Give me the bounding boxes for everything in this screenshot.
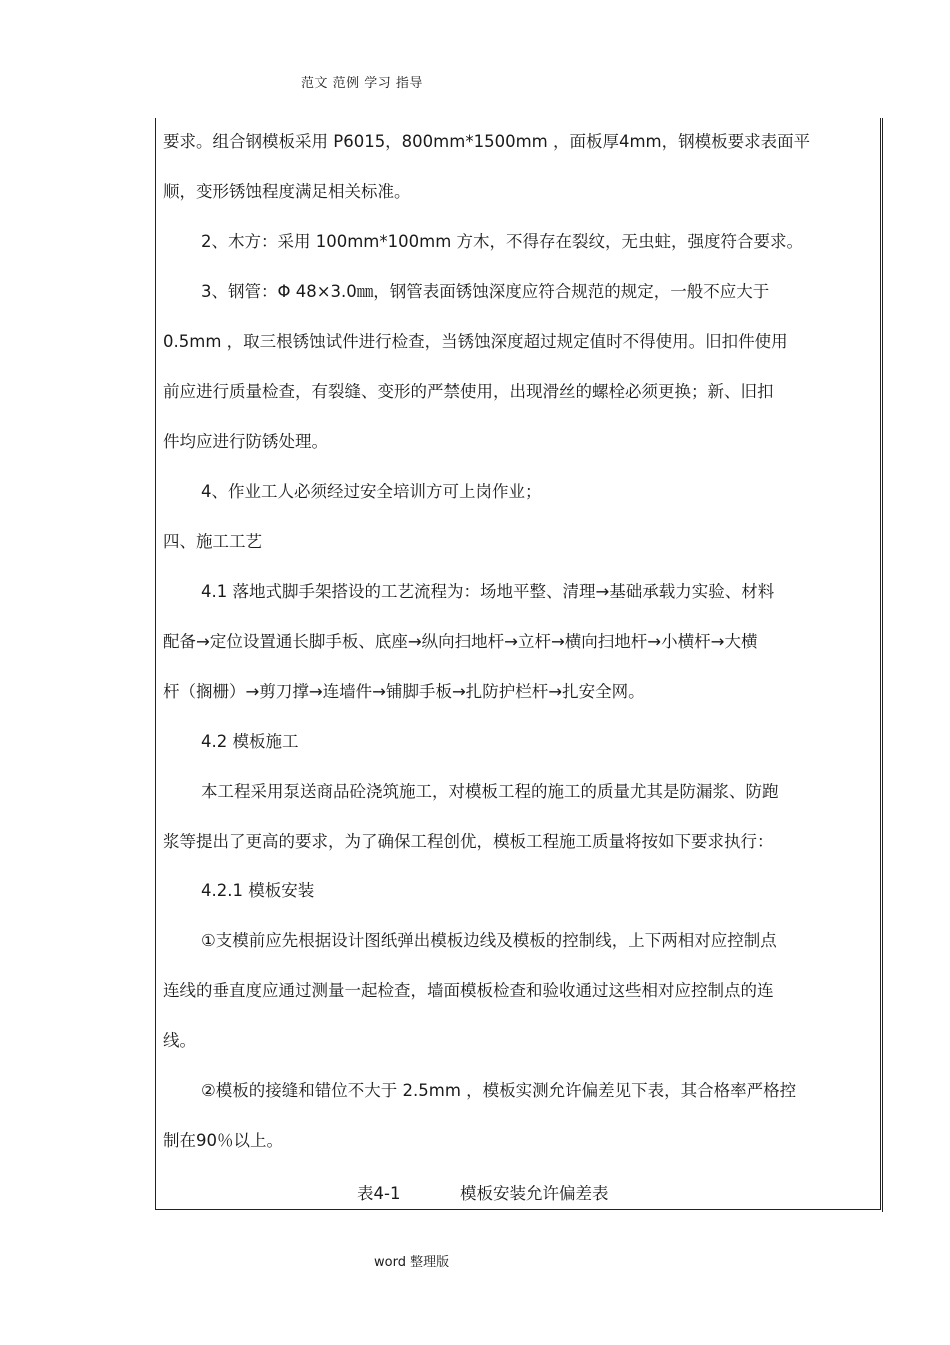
body-line: 件均应进行防锈处理。 <box>163 432 328 451</box>
body-line: 3、钢管：Φ 48×3.0㎜，钢管表面锈蚀深度应符合规范的规定，一般不应大于 <box>201 282 770 301</box>
body-line: 浆等提出了更高的要求，为了确保工程创优，模板工程施工质量将按如下要求执行： <box>163 832 774 851</box>
page-footer: word 整理版 <box>374 1255 450 1270</box>
body-line: 4、作业工人必须经过安全培训方可上岗作业； <box>201 482 542 501</box>
subsection-heading: 4.2 模板施工 <box>201 732 299 751</box>
body-line: 顺，变形锈蚀程度满足相关标准。 <box>163 182 411 201</box>
section-heading: 四、施工工艺 <box>163 532 262 551</box>
table-caption-number: 表4-1 <box>357 1184 401 1203</box>
body-line: 连线的垂直度应通过测量一起检查，墙面模板检查和验收通过这些相对应控制点的连 <box>163 981 774 1000</box>
body-line: 2、木方：采用 100mm*100mm 方木，不得存在裂纹，无虫蛀，强度符合要求。 <box>201 232 804 251</box>
body-line: 本工程采用泵送商品砼浇筑施工，对模板工程的施工的质量尤其是防漏浆、防跑 <box>201 782 779 801</box>
body-line: 要求。组合钢模板采用 P6015，800mm*1500mm ，面板厚4mm，钢模板要求表面平 <box>163 132 811 151</box>
body-line: 线。 <box>163 1031 196 1050</box>
body-line: 前应进行质量检查，有裂缝、变形的严禁使用，出现滑丝的螺栓必须更换；新、旧扣 <box>163 382 774 401</box>
body-line: 0.5mm ，取三根锈蚀试件进行检查，当锈蚀深度超过规定值时不得使用。旧扣件使用 <box>163 332 788 351</box>
body-line: 杆（搁栅）→剪刀撑→连墙件→铺脚手板→扎防护栏杆→扎安全网。 <box>163 682 645 701</box>
table-caption-title: 模板安装允许偏差表 <box>460 1184 609 1203</box>
body-line: 配备→定位设置通长脚手板、底座→纵向扫地杆→立杆→横向扫地杆→小横杆→大横 <box>163 632 758 651</box>
body-line: ①支模前应先根据设计图纸弹出模板边线及模板的控制线，上下两相对应控制点 <box>201 931 777 950</box>
body-line: ②模板的接缝和错位不大于 2.5mm ，模板实测允许偏差见下表，其合格率严格控 <box>201 1081 797 1100</box>
body-line: 制在90％以上。 <box>163 1131 283 1150</box>
body-line: 4.1 落地式脚手架搭设的工艺流程为：场地平整、清理→基础承载力实验、材料 <box>201 582 775 601</box>
subsection-heading: 4.2.1 模板安装 <box>201 881 315 900</box>
page-header: 范文 范例 学习 指导 <box>301 76 423 91</box>
